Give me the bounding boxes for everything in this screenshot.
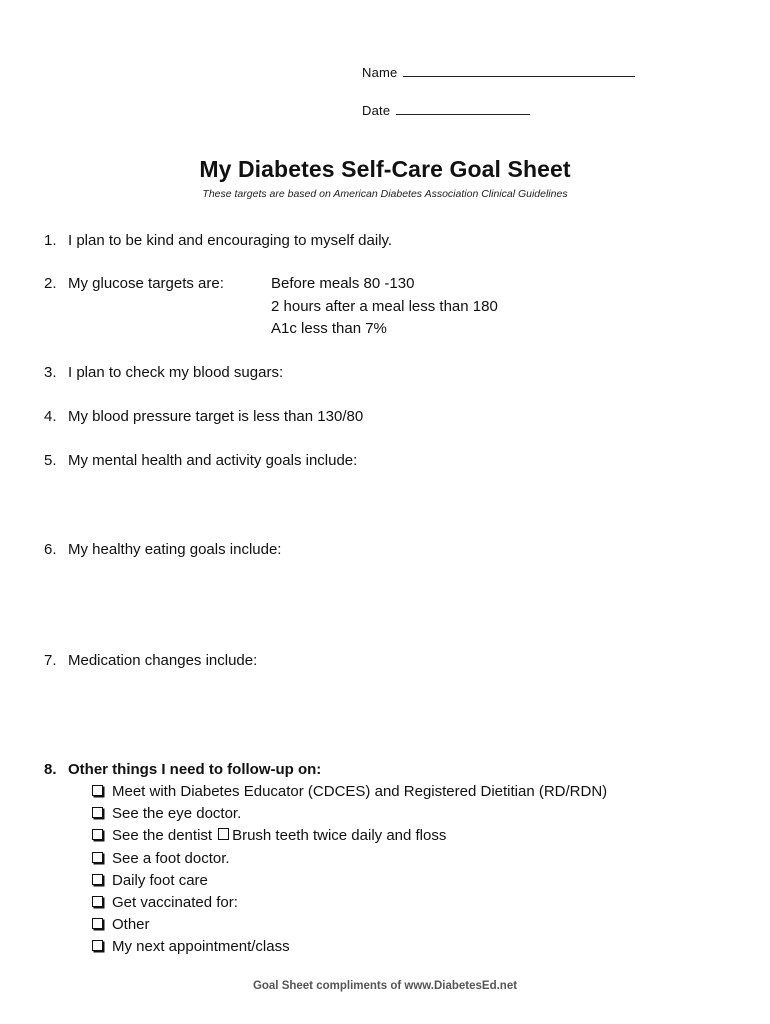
- glucose-target-after-meal: 2 hours after a meal less than 180: [271, 297, 498, 315]
- item-number: 6.: [44, 541, 57, 558]
- checklist-item-label: Daily foot care: [112, 871, 208, 889]
- goal-item-5: [44, 450, 357, 472]
- item-number: 3.: [44, 364, 57, 381]
- page-footer: Goal Sheet compliments of www.DiabetesEd.net: [252, 980, 518, 992]
- page-subtitle: These targets are based on American Diabetes Association Clinical Guidelines: [202, 188, 568, 200]
- item-number: 7.: [44, 652, 57, 669]
- name-fill-line[interactable]: [403, 64, 635, 77]
- page-title: My Diabetes Self-Care Goal Sheet: [199, 156, 571, 182]
- glucose-targets: [271, 273, 498, 341]
- glucose-target-a1c: A1c less than 7%: [271, 320, 387, 337]
- item-text: Other things I need to follow-up on:: [68, 761, 322, 778]
- item-text: My healthy eating goals include:: [68, 541, 282, 558]
- item-number: 1.: [44, 232, 57, 249]
- checklist-item-label: See the dentist: [112, 827, 213, 845]
- item-text: My blood pressure target is less than 130/80: [68, 408, 364, 425]
- item-text: My mental health and activity goals include:: [68, 452, 358, 469]
- item-number: 4.: [44, 408, 57, 425]
- checklist-item-label: See the eye doctor.: [112, 805, 242, 823]
- checkbox-icon[interactable]: [92, 852, 103, 863]
- checklist-item-extra-label: Brush teeth twice daily and floss: [232, 827, 447, 845]
- item-number: 2.: [44, 275, 57, 292]
- checklist-item-label: Get vaccinated for:: [112, 894, 238, 912]
- checkbox-icon[interactable]: [218, 828, 229, 840]
- checklist-item-label: Meet with Diabetes Educator (CDCES) and Registered Dietitian (RD/RDN): [112, 783, 608, 800]
- checkbox-icon[interactable]: [92, 940, 103, 951]
- goal-item-2: [44, 273, 224, 295]
- item-text: I plan to be kind and encouraging to myself daily.: [68, 232, 393, 249]
- checkbox-icon[interactable]: [92, 874, 103, 885]
- checklist-item: [92, 892, 607, 914]
- checklist-item: [92, 870, 607, 892]
- goal-item-8: [44, 759, 321, 781]
- checklist-item-label: My next appointment/class: [112, 938, 290, 956]
- checklist-item-label: See a foot doctor.: [112, 849, 230, 867]
- goal-item-7: [44, 650, 257, 672]
- item-number: 8.: [44, 761, 57, 778]
- checklist-item: [92, 803, 607, 825]
- checkbox-icon[interactable]: [92, 807, 103, 818]
- checkbox-icon[interactable]: [92, 785, 103, 796]
- checklist-item: [92, 825, 607, 847]
- item-text: I plan to check my blood sugars:: [68, 364, 284, 381]
- glucose-target-before-meals: Before meals 80 -130: [271, 275, 415, 292]
- item-text: My glucose targets are:: [68, 275, 224, 292]
- checklist-item-label: Other: [112, 916, 150, 934]
- date-fill-line[interactable]: [396, 102, 530, 115]
- checklist-item: [92, 848, 607, 870]
- checklist-item: [92, 781, 607, 803]
- checklist-item: [92, 936, 607, 958]
- checklist-item: [92, 914, 607, 936]
- item-text: Medication changes include:: [68, 652, 258, 669]
- goal-item-3: [44, 362, 283, 384]
- name-field: [362, 64, 635, 80]
- date-label: Date: [362, 103, 391, 118]
- name-label: Name: [362, 65, 398, 80]
- follow-up-checklist: [92, 781, 607, 959]
- checkbox-icon[interactable]: [92, 829, 103, 840]
- item-number: 5.: [44, 452, 57, 469]
- checkbox-icon[interactable]: [92, 896, 103, 907]
- goal-item-1: [44, 230, 392, 252]
- goal-item-4: [44, 406, 363, 428]
- date-field: [362, 102, 530, 118]
- checkbox-icon[interactable]: [92, 918, 103, 929]
- goal-item-6: [44, 539, 281, 561]
